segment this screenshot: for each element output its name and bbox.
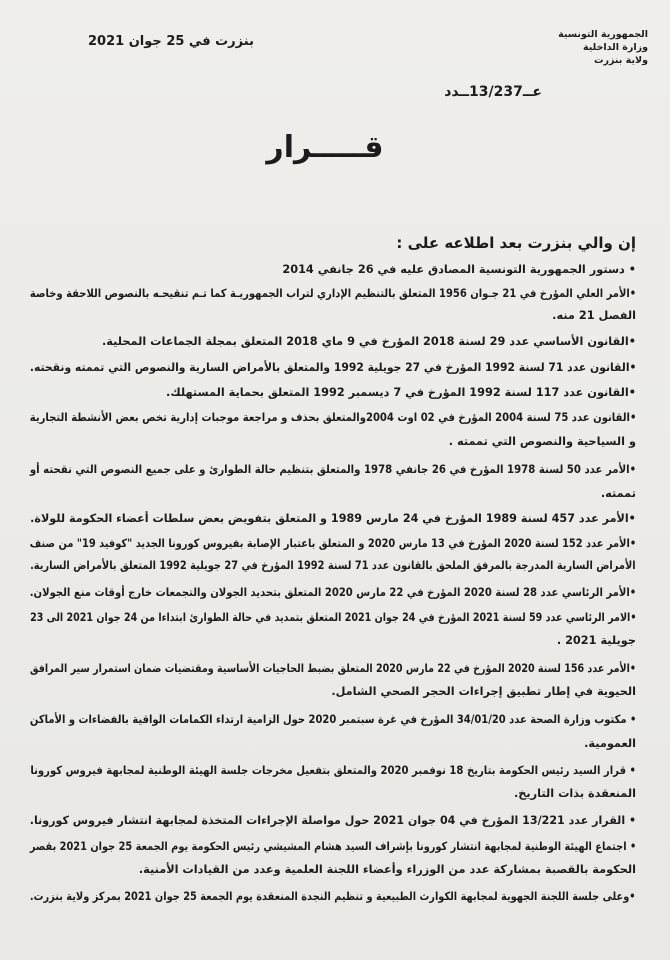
- body-line: تممته.: [600, 487, 636, 500]
- city-date: بنزرت في 25 جوان 2021: [88, 34, 254, 49]
- body-line: • القرار عدد 13/221 المؤرخ في 04 جوان 2021 حول مواصلة الإجراءات المتخذة لمجابهة انتشار فيروس كورونا.: [29, 814, 636, 827]
- body-line: •الأمر عدد 156 لسنة 2020 المؤرخ في 22 مارس 2020 المتعلق بضبط الحاجيات الأساسية ومقتضيات ضمان استمرار سير المرافق: [30, 662, 636, 675]
- body-line: •القانون عدد 71 لسنة 1992 المؤرخ في 27 جويلية 1992 والمتعلق بالأمراض السارية والنصوص التي تممته ونقحته.: [29, 361, 636, 374]
- issuing-authority: [518, 28, 648, 67]
- org-line-republic: الجمهورية التونسية: [558, 29, 648, 40]
- body-line: •القانون عدد 117 لسنة 1992 المؤرخ في 7 ديسمبر 1992 المتعلق بحماية المستهلك.: [166, 386, 636, 399]
- body-line: •الأمر عدد 152 لسنة 2020 المؤرخ في 13 مارس 2020 و المتعلق باعتبار الإصابة بفيروس كورونا الجديد "كوفيد 19" من صنف: [29, 537, 636, 550]
- body-line: •الأمر عدد 50 لسنة 1978 المؤرخ في 26 جانفي 1978 والمتعلق بتنظيم حالة الطوارئ و على جميع النصوص التي نقحته أو: [29, 463, 636, 476]
- body-line: •القانون الأساسي عدد 29 لسنة 2018 المؤرخ في 9 ماي 2018 المتعلق بمجلة الجماعات المحلية.: [102, 335, 636, 348]
- body-line: •الأمر الرئاسي عدد 28 لسنة 2020 المؤرخ في 22 مارس 2020 المتعلق بتحديد الجولان والتجمعات خارج أوقات منع الجولان.: [29, 586, 636, 599]
- body-line: • اجتماع الهيئة الوطنية لمجابهة انتشار كورونا بإشراف السيد هشام المشيشي رئيس الحكومة يوم الجمعة 25 جوان 2021 بقصر: [29, 840, 636, 853]
- body-line: و السياحية والنصوص التي تممته .: [448, 435, 636, 448]
- body-line: الأمراض السارية المدرجة بالمرفق الملحق بالقانون عدد 71 لسنة 1992 المؤرخ في 27 جويلية 1992 المتعلق بالأمراض السارية.: [30, 559, 636, 572]
- body-line: •وعلى جلسة اللجنة الجهوية لمجابهة الكوارث الطبيعية و تنظيم النجدة المنعقدة يوم الجمعة 25 جوان 2021 بمركز ولاية بنزرت.: [30, 890, 637, 903]
- body-line: •الامر الرئاسي عدد 59 لسنة 2021 المؤرخ في 24 جوان 2021 المتعلق بتمديد في حالة الطوارئ ابتداءا من 24 جوان 2021 الى 23: [29, 611, 636, 624]
- body-line: • دستور الجمهورية التونسية المصادق عليه في 26 جانفي 2014: [282, 263, 636, 276]
- body-line: المنعقدة بذات التاريخ.: [513, 787, 636, 800]
- body-line: الفصل 21 منه.: [552, 309, 636, 322]
- body-line: •الأمر العلي المؤرخ في 21 جـوان 1956 المتعلق بالتنظيم الإداري لتراب الجمهوريـة كما تـم تنقيحـه بالنصوص اللاحقة وخاصة: [29, 287, 636, 300]
- reference-number: عــ13/237ــدد: [444, 84, 542, 100]
- org-line-ministry: وزارة الداخلية: [583, 42, 648, 53]
- org-line-governorate: ولاية بنزرت: [594, 55, 648, 66]
- body-line: • مكتوب وزارة الصحة عدد 34/01/20 المؤرخ في غرة سبتمبر 2020 حول الزامية ارتداء الكمامات الواقية بالفضاءات و الأماكن: [29, 713, 636, 726]
- document-title: قـــــرار: [266, 130, 384, 165]
- body-line: جويلية 2021 .: [556, 634, 636, 647]
- body-line: •القانون عدد 75 لسنة 2004 المؤرخ في 02 اوت 2004والمتعلق بحذف و مراجعة موجبات إدارية تخص بعض الأنشطة التجارية: [29, 411, 636, 424]
- body-line: • قرار السيد رئيس الحكومة بتاريخ 18 نوفمبر 2020 والمتعلق بتفعيل مخرجات جلسة الهيئة الوطنية لمجابهة فيروس كورونا: [30, 764, 636, 777]
- body-line: الحيوية في إطار تطبيق إجراءات الحجر الصحي الشامل.: [331, 685, 636, 698]
- intro-line: إن والي بنزرت بعد اطلاعه على :: [396, 234, 636, 252]
- body-line: الحكومة بالقصبة بمشاركة عدد من الوزراء وأعضاء اللجنة العلمية وعدد من القيادات الأمنية.: [138, 863, 636, 876]
- body-line: العمومية.: [584, 737, 636, 750]
- body-line: •الأمر عدد 457 لسنة 1989 المؤرخ في 24 مارس 1989 و المتعلق بتفويض بعض سلطات أعضاء الحكومة للولاة.: [30, 512, 636, 525]
